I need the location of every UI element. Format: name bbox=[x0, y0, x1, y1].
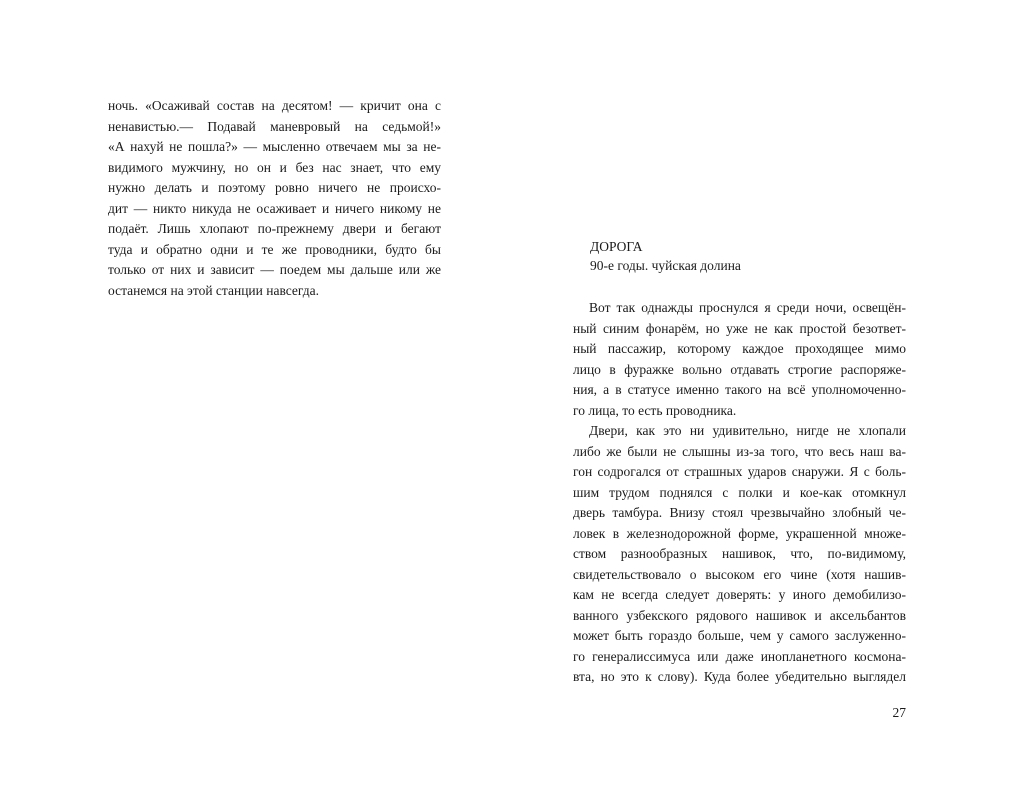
text-line: ловек в железнодорожной форме, украшенной множе- bbox=[573, 525, 906, 541]
text-line: туда и обратно одни и те же проводники, будто бы bbox=[108, 241, 441, 257]
right-page-text bbox=[573, 298, 906, 688]
text-line: Вот так однажды проснулся я среди ночи, освещён- bbox=[589, 300, 906, 315]
text-line: дит — никто никуда не осаживает и ничего никому не bbox=[108, 200, 441, 216]
text-line: свидетельствовало о высоком его чине (хотя нашив- bbox=[573, 566, 906, 582]
text-line: шим трудом поднялся с полки и кое-как отомкнул bbox=[573, 484, 906, 500]
chapter-subtitle: 90-е годы. чуйская долина bbox=[590, 258, 741, 273]
text-line: го лица, то есть проводника. bbox=[573, 402, 737, 418]
text-line: останемся на этой станции навсегда. bbox=[108, 282, 320, 298]
text-line: Двери, как это ни удивительно, нигде не хлопали bbox=[589, 423, 906, 438]
text-line: либо же были не слышны из-за того, что весь наш ва- bbox=[573, 443, 906, 459]
text-line: ный синим фонарём, но уже не как простой безответ- bbox=[573, 320, 906, 336]
text-line: может быть гораздо больше, чем у самого заслуженно- bbox=[573, 628, 906, 643]
text-line: нужно делать и поэтому ровно ничего не происхо- bbox=[108, 180, 441, 195]
text-line: «А нахуй не пошла?» — мысленно отвечаем мы за не- bbox=[108, 139, 441, 154]
text-line: только от них и зависит — поедем мы дальше или же bbox=[108, 262, 441, 277]
text-line: ночь. «Осаживай состав на десятом! — кричит она с bbox=[108, 98, 441, 113]
text-line: кам не всегда следует доверять: у иного демобилизо- bbox=[573, 587, 906, 602]
page-number: 27 bbox=[892, 705, 906, 720]
text-line: ванного узбекского рядового нашивок и аксельбантов bbox=[573, 607, 906, 623]
text-line: ством разнообразных нашивок, что, по-видимому, bbox=[573, 546, 906, 561]
text-line: го генералиссимуса или даже инопланетного космона- bbox=[573, 648, 906, 664]
chapter-heading bbox=[590, 237, 741, 275]
chapter-title: ДОРОГА bbox=[590, 239, 643, 254]
text-line: ненавистью.— Подавай маневровый на седьмой!» bbox=[108, 118, 441, 134]
text-line: видимого мужчину, но он и без нас знает, что ему bbox=[108, 159, 441, 175]
left-page-text bbox=[108, 96, 441, 301]
text-line: ния, а в статусе именно такого на всё уполномоченно- bbox=[573, 382, 906, 397]
text-line: гон содрогался от страшных ударов снаружи. Я с боль- bbox=[573, 464, 906, 479]
text-line: лицо в фуражке вольно отдавать строгие распоряже- bbox=[573, 361, 906, 377]
text-line: подаёт. Лишь хлопают по-прежнему двери и бегают bbox=[108, 221, 441, 236]
text-line: вта, но это к слову). Куда более убедительно выглядел bbox=[573, 669, 906, 684]
text-line: дверь тамбура. Внизу стоял чрезвычайно злобный че- bbox=[573, 505, 906, 520]
text-line: ный пассажир, которому каждое проходящее мимо bbox=[573, 341, 906, 356]
